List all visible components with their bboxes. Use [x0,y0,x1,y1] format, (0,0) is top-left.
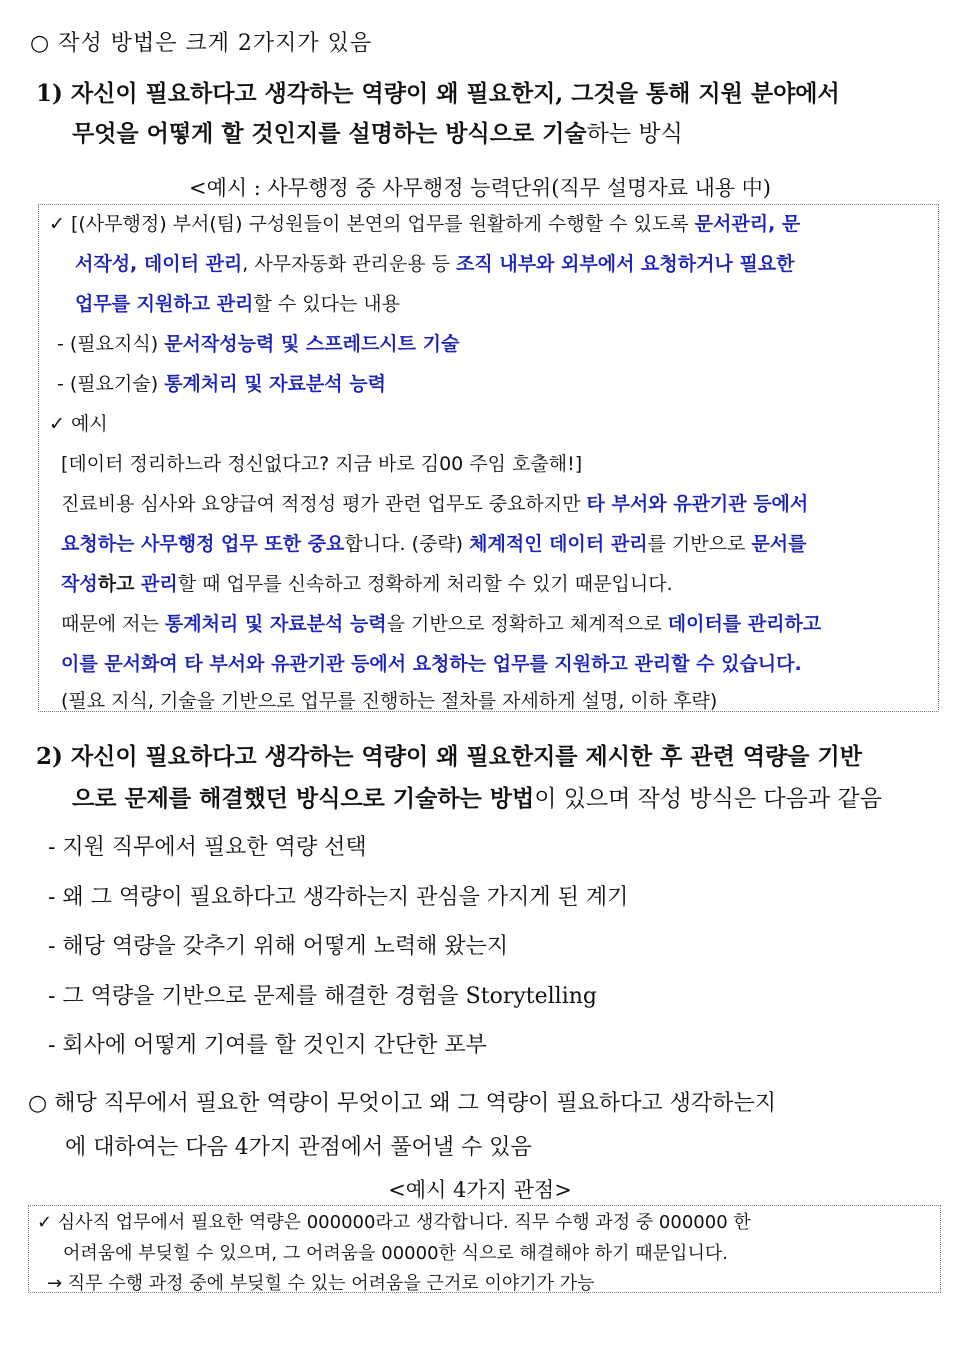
example-caption-2: <예시 4가지 관점> [388,1178,572,1202]
step-item: - 그 역량을 기반으로 문제를 해결한 경험을 Storytelling [48,984,597,1009]
box1-highlight: 서작성, 데이터 관리 [75,253,243,275]
box1-row-10 [61,569,673,596]
perspective-line-2: 에 대하여는 다음 4가지 관점에서 풀어낼 수 있음 [65,1135,532,1160]
box2-row-1: ✓ 심사직 업무에서 필요한 역량은 000000라고 생각합니다. 직무 수행 과정 중 000000 한 [37,1212,751,1233]
example-headline: [데이터 정리하느라 정신없다고? 지금 바로 김00 주임 호출해!] [61,453,583,475]
required-knowledge-row [57,329,459,356]
box1-text: 할 때 업무를 신속하고 정확하게 처리할 수 있기 때문입니다. [177,573,673,595]
step-item: - 회사에 어떻게 기여를 할 것인지 간단한 포부 [48,1033,487,1058]
method-2-paragraph [36,736,882,820]
step-item: - 지원 직무에서 필요한 역량 선택 [48,835,367,860]
box2-row-3: → 직무 수행 과정 중에 부딪힐 수 있는 어려움을 근거로 이야기가 가능 [47,1273,595,1294]
intro-bullet: ○ 작성 방법은 크게 2가지가 있음 [30,31,373,56]
method-1-line-1: 1) 자신이 필요하다고 생각하는 역량이 왜 필요한지, 그것을 통해 지원 분야에서 [36,80,840,107]
box1-row-1 [49,209,800,236]
box1-row-12: 이를 문서화여 타 부서와 유관기관 등에서 요청하는 업무를 지원하고 관리할 수 있습니다. [61,653,802,675]
box1-highlight: 문서관리, 문 [694,213,801,235]
method-1-bold-text: 무엇을 어떻게 할 것인지를 설명하는 방식으로 기술 [72,120,587,147]
box1-highlight: 관리 [141,573,178,595]
box1-text: 을 기반으로 정확하고 체계적으로 [386,613,668,635]
box1-row-11 [61,609,821,636]
example-caption-1: <예시 : 사무행정 중 사무행정 능력단위(직무 설명자료 내용 中) [188,176,772,200]
perspective-bullet [28,1082,776,1170]
box2-row-2: 어려움에 부딪힐 수 있으며, 그 어려움을 00000한 식으로 해결해야 하기 때문입니다. [63,1243,728,1264]
box1-highlight: 데이터를 관리하고 [667,613,822,635]
box1-row-8 [61,489,808,516]
example-box-1 [38,204,939,712]
method-2-line-2 [36,778,882,820]
step-item: - 해당 역량을 갖추기 위해 어떻게 노력해 왔는지 [48,934,509,959]
box1-highlight: 문서작성능력 및 스프레드시트 기술 [164,333,460,355]
perspective-line-1: ○ 해당 직무에서 필요한 역량이 무엇이고 왜 그 역량이 필요하다고 생각하는지 [28,1091,776,1116]
box1-highlight: 조직 내부와 외부에서 요청하거나 필요한 [456,253,795,275]
method-2-rest-text: 이 있으며 작성 방식은 다음과 같음 [534,786,882,812]
step-item: - 왜 그 역량이 필요하다고 생각하는지 관심을 가지게 된 계기 [48,885,629,910]
box1-text: - (필요지식) [57,333,165,355]
box1-text: ✓ [(사무행정) 부서(팀) 구성원들이 본연의 업무를 원활하게 수행할 수 있도록 [49,213,695,235]
example-box-2 [28,1205,941,1293]
box1-row-2 [75,249,795,276]
box1-note: (필요 지식, 기술을 기반으로 업무를 진행하는 절차를 자세하게 설명, 이하 후략) [61,690,718,712]
box1-text: 하고 [97,573,142,595]
box1-highlight: 체계적인 데이터 관리 [469,533,648,555]
box1-text: - (필요기술) [57,373,165,395]
box1-text: 합니다. (중략) [344,533,470,555]
box1-text: 를 기반으로 [647,533,752,555]
method-2-line-1: 2) 자신이 필요하다고 생각하는 역량이 왜 필요한지를 제시한 후 관련 역량을 기반 [36,743,862,770]
box1-text: 할 수 있다는 내용 [253,293,401,315]
box1-highlight: 작성 [61,573,98,595]
box1-highlight: 요청하는 사무행정 업무 또한 중요 [61,533,345,555]
box1-text: 진료비용 심사와 요양급여 적정성 평가 관련 업무도 중요하지만 [61,493,587,515]
box1-row-9 [61,529,806,556]
required-skill-row [57,369,386,396]
box1-text: , 사무자동화 관리운용 등 [242,253,457,275]
method-1-line-2 [36,114,840,154]
box1-text: 때문에 저는 [61,613,165,635]
box1-highlight: 타 부서와 유관기관 등에서 [586,493,809,515]
box1-example-label: ✓ 예시 [49,413,108,435]
box1-row-3 [75,289,400,316]
box1-highlight: 통계처리 및 자료분석 능력 [164,613,387,635]
method-1-paragraph [36,74,840,154]
box1-highlight: 문서를 [751,533,807,555]
box1-highlight: 통계처리 및 자료분석 능력 [164,373,386,395]
box1-highlight: 업무를 지원하고 관리 [75,293,254,315]
method-1-rest-text: 하는 방식 [586,121,683,147]
method-2-bold-text: 으로 문제를 해결했던 방식으로 기술하는 방법 [72,785,535,812]
